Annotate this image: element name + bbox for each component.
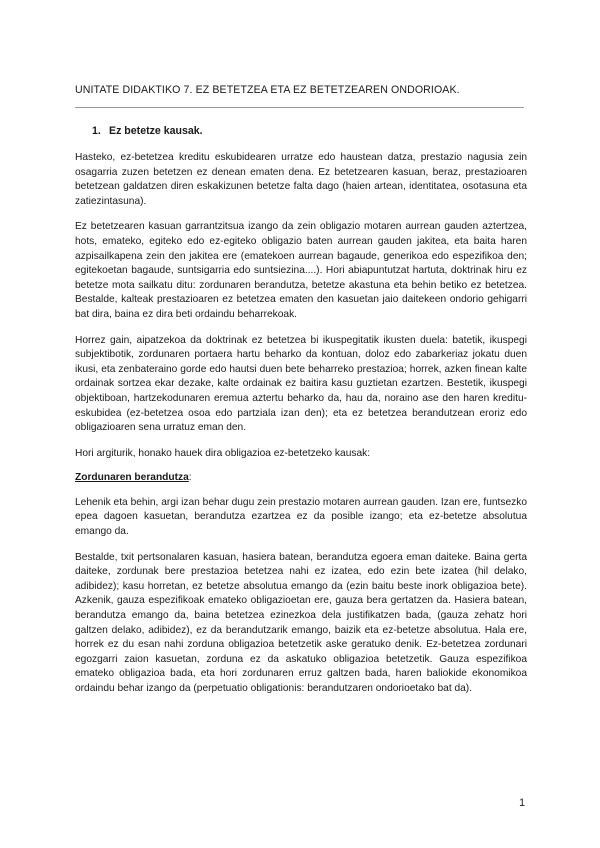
subheading xyxy=(75,471,527,486)
document-title: UNITATE DIDAKTIKO 7. EZ BETETZEA ETA EZ BETETZEAREN ONDORIOAK. xyxy=(75,84,460,96)
section-number: 1. xyxy=(92,125,101,137)
title-divider xyxy=(75,107,524,108)
document-body xyxy=(75,151,527,708)
section-heading xyxy=(92,125,203,137)
section-heading-text: Ez betetze kausak. xyxy=(109,125,203,137)
paragraph-3: Horrez gain, aipatzekoa da doktrinak ez betetzea bi ikuspegitatik ikusten duela: batetik, ikuspegi subjektibotik, zordunaren portaera hartu beharko da kontuan, doloz edo zabarkeriaz jokatu duen ikusi, eta zenbateraino gorde edo hautsi duen bete beharreko prestazioa; horrek, azken finean kalte ordainak sortzea ekar dezake, kalte ordainak ez baitira kasu guztietan ezartzen. Bestetik, ikuspegi objektiboan, hartzekodunaren eremua aztertu beharko da, hau da, noraino ase den haren kreditu-eskubidea (ez-betetzea osoa edo partziala izan den); eta ez betetzea berandutzean eroriz edo obligazioaren sena urratuz eman den. xyxy=(75,334,527,434)
paragraph-2: Ez betetzearen kasuan garrantzitsua izango da zein obligazio motaren aurrean gauden aztertzea, hots, emateko, egiteko edo ez-egiteko obligazio baten aurrean gauden jakitea, eta baita haren azpisailkapena zein den jakitea ere (ematekoen aurrean bagaude, generikoa edo espezifikoa den; egitekoetan bagaude, suntsigarria edo suntsiezina....). Hori abiapuntutzat hartuta, doktrinak hiru ez betetze mota sailkatu ditu: zordunaren berandutza, betetze akastuna eta behin betiko ez betetzea. Bestalde, kalteak prestazioaren ez betetzea ematen den kasuetan jaio daitekeen ondorio gehigarri bat dira, baina ez dira beti ordaindu beharrekoak. xyxy=(75,221,527,320)
paragraph-4: Hori argiturik, honako hauek dira obligazioa ez-betetzeko kausak: xyxy=(75,447,371,459)
subheading-suffix: : xyxy=(188,472,192,484)
page-number: 1 xyxy=(519,797,525,809)
paragraph-1: Hasteko, ez-betetzea kreditu eskubidearen urratze edo haustean datza, prestazio nagusia zein osagarria zuzen betetzen ez denean ematen dena. Ez betetzearen kasuan, beraz, prestazioaren betetzean galdatzen diren eskakizunen betetze falta dago (haien artean, identitatea, osotasuna eta zatiezintasuna). xyxy=(75,152,527,207)
subheading-label: Zordunaren berandutza xyxy=(75,472,189,484)
paragraph-6: Bestalde, txit pertsonalaren kasuan, hasiera batean, berandutza egoera eman daiteke. Baina gerta daiteke, zordunak bere prestazioa betetzea nahi ez izatea, edo ezin bete izatea (hil delako, adibidez); kasu horretan, ez betetze absolutua emango da (ezin baitu beste inork obligazioa bete). Azkenik, gauza espezifikoak emateko obligazioetan ere, gauza bera gertatzen da. Hasiera batean, berandutza emango da, baina betetzea ezinezkoa dela justifikatzen bada, (gauza zehatz hori galtzen delako, adibidez), ez da berandutzarik emango, baizik eta ez-betetze absolutua. Hala ere, horrek ez du esan nahi zorduna obligazioa betetzetik aske geratuko denik. Ez-betetzea zordunari egozgarri zaion kasuetan, zorduna ez da askatuko obligazioa betetzetik. Gauza espezifikoa emateko obligazioa bada, eta hori zordunaren erruz galtzen bada, haren baliokide ekonomikoa ordaindu behar izango da (perpetuatio obligationis: berandutzaren ondorioetako bat da). xyxy=(75,551,527,694)
paragraph-5: Lehenik eta behin, argi izan behar dugu zein prestazio motaren aurrean gauden. Izan ere, funtsezko epea dagoen kasuetan, berandutza ezartzea ez da posible izango; eta ez-betetze absolutua emango da. xyxy=(75,496,527,538)
